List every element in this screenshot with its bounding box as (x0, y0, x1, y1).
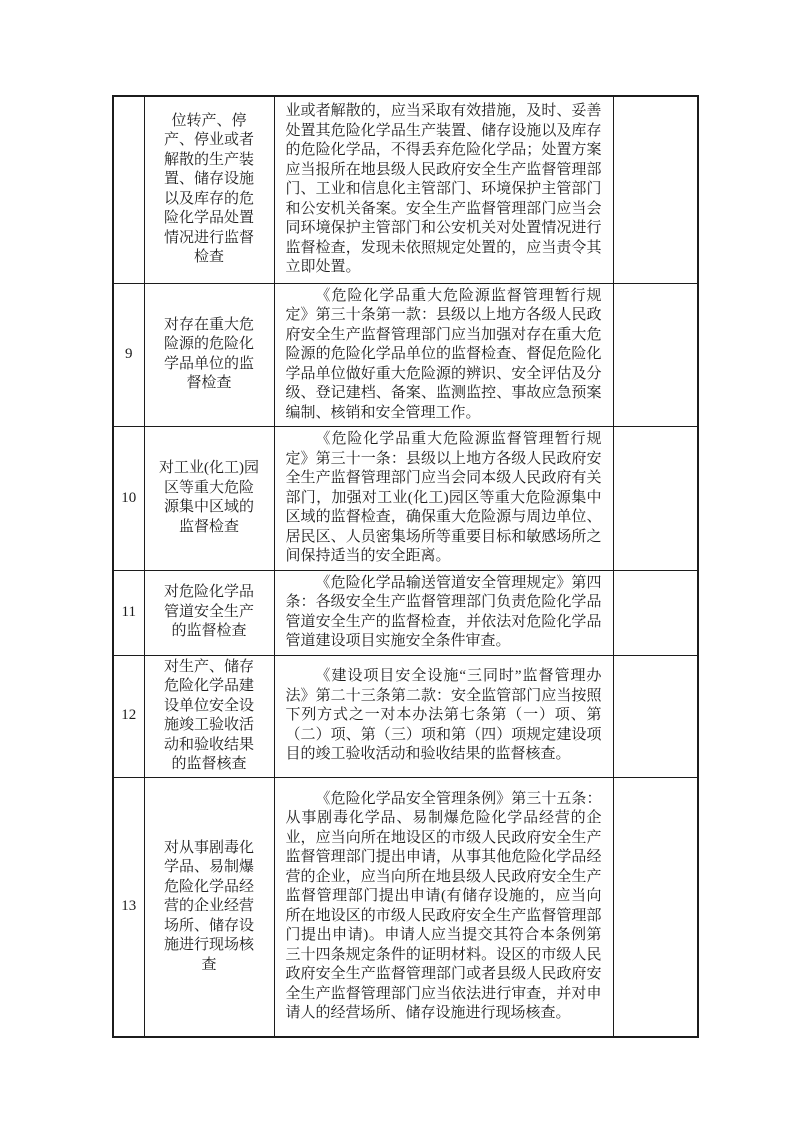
legal-basis-text: 《建设项目安全设施“三同时”监督管理办法》第二十三条第二款：安全监管部门应当按照下列方式之一对本办法第七条第（一）项、第（二）项、第（三）项和第（四）项规定建设项目的竣工验收活动和验收结果的监督核查。 (285, 668, 602, 763)
legal-basis-text: 业或者解散的，应当采取有效措施，及时、妥善处置其危险化学品生产装置、储存设施以及库存的危险化学品，不得丢弃危险化学品；处置方案应当报所在地县级人民政府安全生产监督管理部门、工业和信息化主管部门、环境保护主管部门和公安机关备案。安全生产监督管理部门应当会同环境保护主管部门和公安机关对处置情况进行监督检查，发现未依照规定处置的，应当责令其立即处置。 (285, 103, 602, 275)
legal-basis-text: 《危险化学品重大危险源监督管理暂行规定》第三十一条：县级以上地方各级人民政府安全生产监督管理部门应当会同本级人民政府有关部门，加强对工业(化工)园区等重大危险源集中区域的监督检查，确保重大危险源与周边单位、居民区、人员密集场所等重要目标和敏感场所之间保持适当的安全距离。 (285, 431, 602, 564)
inspection-item-cell: 对存在重大危险源的危险化学品单位的监督检查 (144, 283, 274, 427)
inspection-item-cell: 对危险化学品管道安全生产的监督检查 (144, 570, 274, 655)
blank-cell (613, 570, 698, 655)
row-number-cell: 10 (113, 427, 144, 571)
inspection-item-cell: 位转产、停产、停业或者解散的生产装置、储存设施以及库存的危险化学品处置情况进行监督检查 (144, 96, 274, 283)
table-row (113, 283, 698, 427)
legal-basis-text: 《危险化学品输送管道安全管理规定》第四条：各级安全生产监督管理部门负责危险化学品管道安全生产的监督检查，并依法对危险化学品管道建设项目实施安全条件审查。 (285, 574, 602, 649)
legal-basis-text: 《危险化学品安全管理条例》第三十五条：从事剧毒化学品、易制爆危险化学品经营的企业，应当向所在地设区的市级人民政府安全生产监督管理部门提出申请，从事其他危险化学品经营的企业，应当向所在地县级人民政府安全生产监督管理部门提出申请(有储存设施的，应当向所在地设区的市级人民政府安全生产监督管理部门提出申请)。申请人应当提交其符合本条例第三十四条规定条件的证明材料。设区的市级人民政府安全生产监督管理部门或者县级人民政府安全生产监督管理部门应当依法进行审查，并对申请人的经营场所、储存设施进行现场核查。 (285, 790, 602, 1022)
legal-basis-cell (274, 427, 613, 571)
blank-cell (613, 427, 698, 571)
row-number-cell: 9 (113, 283, 144, 427)
inspection-item-cell: 对从事剧毒化学品、易制爆危险化学品经营的企业经营场所、储存设施进行现场核查 (144, 777, 274, 1037)
table-row (113, 96, 698, 283)
blank-cell (613, 655, 698, 777)
inspection-item-cell: 对工业(化工)园区等重大危险源集中区域的监督检查 (144, 427, 274, 571)
table-row (113, 570, 698, 655)
row-number-cell (113, 96, 144, 283)
regulation-inspection-table (112, 95, 699, 1038)
row-number-cell: 11 (113, 570, 144, 655)
legal-basis-cell (274, 96, 613, 283)
blank-cell (613, 777, 698, 1037)
legal-basis-text: 《危险化学品重大危险源监督管理暂行规定》第三十条第一款：县级以上地方各级人民政府安全生产监督管理部门应当加强对存在重大危险源的危险化学品单位的监督检查、督促危险化学品单位做好重大危险源的辨识、安全评估及分级、登记建档、备案、监测监控、事故应急预案编制、核销和安全管理工作。 (285, 287, 602, 421)
table-row (113, 655, 698, 777)
legal-basis-cell (274, 655, 613, 777)
blank-cell (613, 283, 698, 427)
legal-basis-cell (274, 570, 613, 655)
legal-basis-cell (274, 777, 613, 1037)
legal-basis-cell (274, 283, 613, 427)
row-number-cell: 13 (113, 777, 144, 1037)
inspection-item-cell: 对生产、储存危险化学品建设单位安全设施竣工验收活动和验收结果的监督核查 (144, 655, 274, 777)
table-row (113, 427, 698, 571)
blank-cell (613, 96, 698, 283)
row-number-cell: 12 (113, 655, 144, 777)
table-row (113, 777, 698, 1037)
